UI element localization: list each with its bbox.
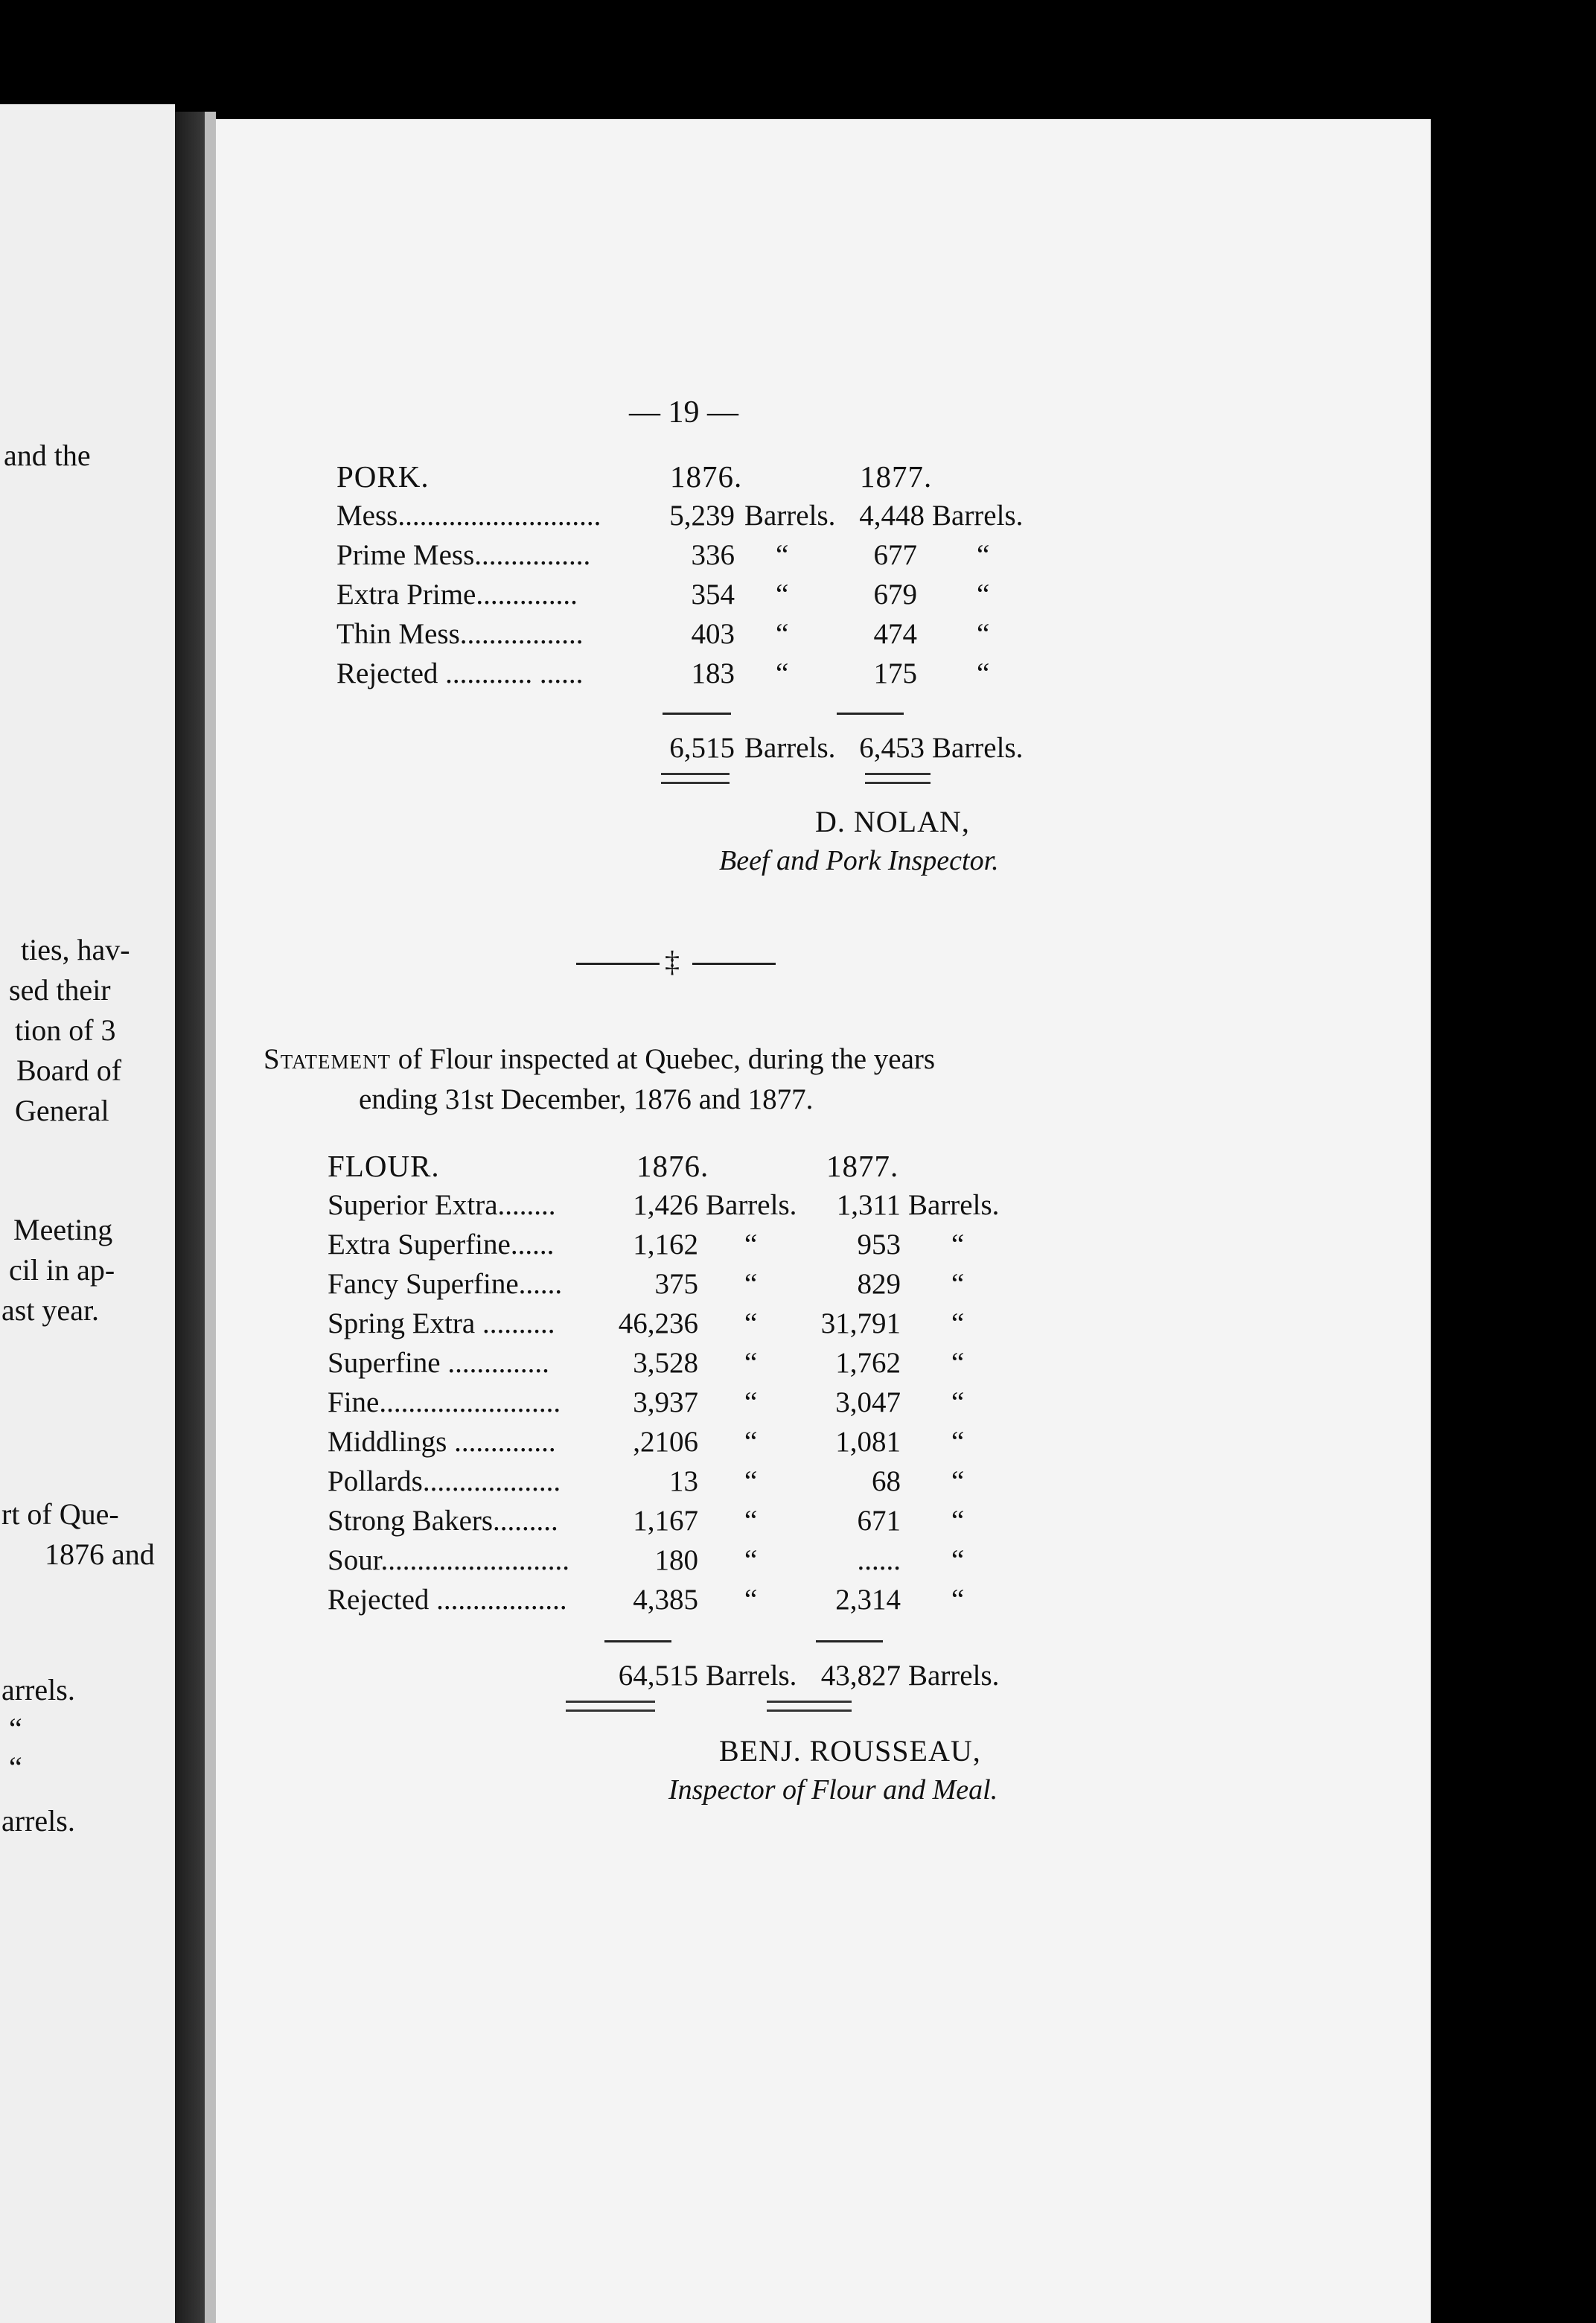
fragment-line: tion of 3 (15, 1013, 116, 1047)
row-unit-1876: “ (744, 1465, 758, 1497)
row-value-1876: 336 (691, 539, 735, 571)
row-value-1877: 679 (873, 579, 917, 611)
pork-heading: PORK. (336, 459, 430, 494)
row-unit-1877: “ (951, 1584, 965, 1616)
fragment-line: ast year. (1, 1293, 100, 1327)
row-label: Spring Extra .......... (328, 1307, 555, 1339)
row-unit-1877: “ (951, 1307, 965, 1339)
row-value-1876: 183 (691, 657, 735, 689)
separator-rule-right (692, 963, 776, 965)
double-rule (566, 1701, 655, 1712)
row-unit-1876: Barrels. (744, 500, 836, 532)
pork-year-1877: 1877. (860, 459, 933, 494)
row-unit-1877: Barrels. (908, 1189, 1000, 1221)
pork-year-1876: 1876. (670, 459, 743, 494)
row-value-1877: 953 (857, 1229, 901, 1261)
sum-rule (816, 1640, 883, 1642)
row-label: Prime Mess................ (336, 539, 591, 571)
double-rule (767, 1701, 852, 1712)
row-unit-1876: “ (776, 579, 789, 611)
row-value-1877: 68 (872, 1465, 901, 1497)
row-unit-1877: “ (977, 539, 990, 571)
row-unit-1877: “ (977, 657, 990, 689)
row-value-1877: 2,314 (835, 1584, 901, 1616)
row-label: Mess............................ (336, 500, 601, 532)
fragment-line: Board of (16, 1054, 122, 1087)
fragment-line: rt of Que- (1, 1497, 119, 1531)
row-label: Extra Prime.............. (336, 579, 578, 611)
double-rule (865, 773, 931, 784)
row-value-1876: 1,162 (633, 1229, 698, 1261)
row-value-1876: 375 (654, 1268, 698, 1300)
row-value-1877: 474 (873, 618, 917, 650)
fragment-line: arrels. (1, 1673, 75, 1707)
row-label: Middlings .............. (328, 1426, 556, 1458)
sum-rule (604, 1640, 671, 1642)
row-unit-1877: “ (951, 1505, 965, 1537)
statement-text: of Flour inspected at Quebec, during the years (398, 1043, 936, 1075)
row-unit-1877: “ (951, 1229, 965, 1261)
row-value-1876: 46,236 (618, 1307, 698, 1339)
row-value-1876: 1,167 (633, 1505, 698, 1537)
row-unit-1877: “ (951, 1268, 965, 1300)
row-unit-1876: “ (744, 1505, 758, 1537)
row-unit-1876: “ (744, 1426, 758, 1458)
row-value-1876: ,2106 (633, 1426, 698, 1458)
fragment-line: and the (4, 439, 91, 472)
row-unit-1876: “ (776, 657, 789, 689)
row-unit-1876: “ (744, 1584, 758, 1616)
fragment-line: “ (9, 1712, 22, 1745)
fragment-line: arrels. (1, 1804, 75, 1838)
row-unit-1876: “ (744, 1347, 758, 1379)
fragment-line: sed their (9, 973, 111, 1007)
flour-heading: FLOUR. (328, 1149, 440, 1183)
total-1877: 43,827 (820, 1660, 901, 1692)
row-value-1876: 5,239 (669, 500, 735, 532)
row-unit-1877: “ (977, 618, 990, 650)
fragment-line: cil in ap- (9, 1253, 115, 1287)
row-label: Superfine .............. (328, 1347, 549, 1379)
row-value-1877: 31,791 (820, 1307, 901, 1339)
row-label: Extra Superfine...... (328, 1229, 555, 1261)
row-label: Fine......................... (328, 1386, 561, 1418)
row-value-1877: ...... (857, 1544, 901, 1576)
statement-line-2: ending 31st December, 1876 and 1877. (359, 1083, 814, 1115)
row-value-1876: 3,528 (633, 1347, 698, 1379)
row-label: Superior Extra........ (328, 1189, 556, 1221)
row-value-1877: 829 (857, 1268, 901, 1300)
total-unit-1876: Barrels. (706, 1660, 797, 1692)
row-unit-1877: “ (951, 1347, 965, 1379)
row-label: Rejected ............ ...... (336, 657, 584, 689)
row-unit-1877: Barrels. (932, 500, 1024, 532)
row-label: Sour.......................... (328, 1544, 570, 1576)
row-unit-1877: “ (977, 579, 990, 611)
book-gutter (175, 112, 205, 2323)
row-value-1877: 671 (857, 1505, 901, 1537)
row-value-1877: 3,047 (835, 1386, 901, 1418)
row-value-1876: 354 (691, 579, 735, 611)
row-value-1877: 677 (873, 539, 917, 571)
page-number: — 19 — (629, 395, 738, 430)
total-1877: 6,453 (859, 732, 925, 764)
row-label: Rejected .................. (328, 1584, 567, 1616)
row-value-1877: 4,448 (859, 500, 925, 532)
fragment-line: General (15, 1094, 109, 1127)
row-value-1877: 1,762 (835, 1347, 901, 1379)
double-dagger-ornament: ‡ (665, 945, 680, 978)
fragment-line: ties, hav- (21, 933, 130, 966)
sum-rule (663, 713, 731, 715)
total-unit-1877: Barrels. (908, 1660, 1000, 1692)
flour-year-1877: 1877. (826, 1149, 899, 1183)
row-unit-1877: “ (951, 1465, 965, 1497)
row-unit-1877: “ (951, 1386, 965, 1418)
row-label: Thin Mess................. (336, 618, 584, 650)
row-label: Fancy Superfine...... (328, 1268, 563, 1300)
flour-signature-name: BENJ. ROUSSEAU, (719, 1734, 981, 1768)
page-edge (205, 112, 216, 2323)
fragment-line: 1876 and (45, 1537, 155, 1571)
row-unit-1876: Barrels. (706, 1189, 797, 1221)
double-rule (661, 773, 730, 784)
row-unit-1877: “ (951, 1544, 965, 1576)
flour-year-1876: 1876. (636, 1149, 709, 1183)
fragment-line: Meeting (13, 1213, 113, 1246)
pork-signature-name: D. NOLAN, (815, 805, 970, 838)
separator-rule-left (576, 963, 660, 965)
sum-rule (837, 713, 904, 715)
row-unit-1876: “ (744, 1268, 758, 1300)
total-1876: 6,515 (669, 732, 735, 764)
row-value-1876: 180 (654, 1544, 698, 1576)
page-19 (216, 119, 1431, 2323)
total-unit-1876: Barrels. (744, 732, 836, 764)
row-value-1876: 13 (669, 1465, 698, 1497)
row-value-1876: 403 (691, 618, 735, 650)
pork-signature-title: Beef and Pork Inspector. (719, 845, 999, 876)
row-unit-1876: “ (744, 1307, 758, 1339)
total-unit-1877: Barrels. (932, 732, 1024, 764)
row-unit-1876: “ (776, 618, 789, 650)
row-value-1877: 1,311 (836, 1189, 901, 1221)
row-value-1876: 4,385 (633, 1584, 698, 1616)
row-label: Strong Bakers......... (328, 1505, 558, 1537)
row-unit-1876: “ (776, 539, 789, 571)
fragment-line: “ (9, 1750, 22, 1784)
row-label: Pollards................... (328, 1465, 561, 1497)
total-1876: 64,515 (618, 1660, 698, 1692)
statement-line-1 (264, 1042, 935, 1076)
previous-page-fragment (0, 104, 175, 2323)
flour-signature-title: Inspector of Flour and Meal. (668, 1774, 998, 1806)
row-value-1877: 1,081 (835, 1426, 901, 1458)
row-value-1876: 3,937 (633, 1386, 698, 1418)
row-value-1877: 175 (873, 657, 917, 689)
row-unit-1877: “ (951, 1426, 965, 1458)
row-unit-1876: “ (744, 1544, 758, 1576)
row-unit-1876: “ (744, 1386, 758, 1418)
row-value-1876: 1,426 (633, 1189, 698, 1221)
row-unit-1876: “ (744, 1229, 758, 1261)
statement-lead: Statement (264, 1043, 392, 1075)
